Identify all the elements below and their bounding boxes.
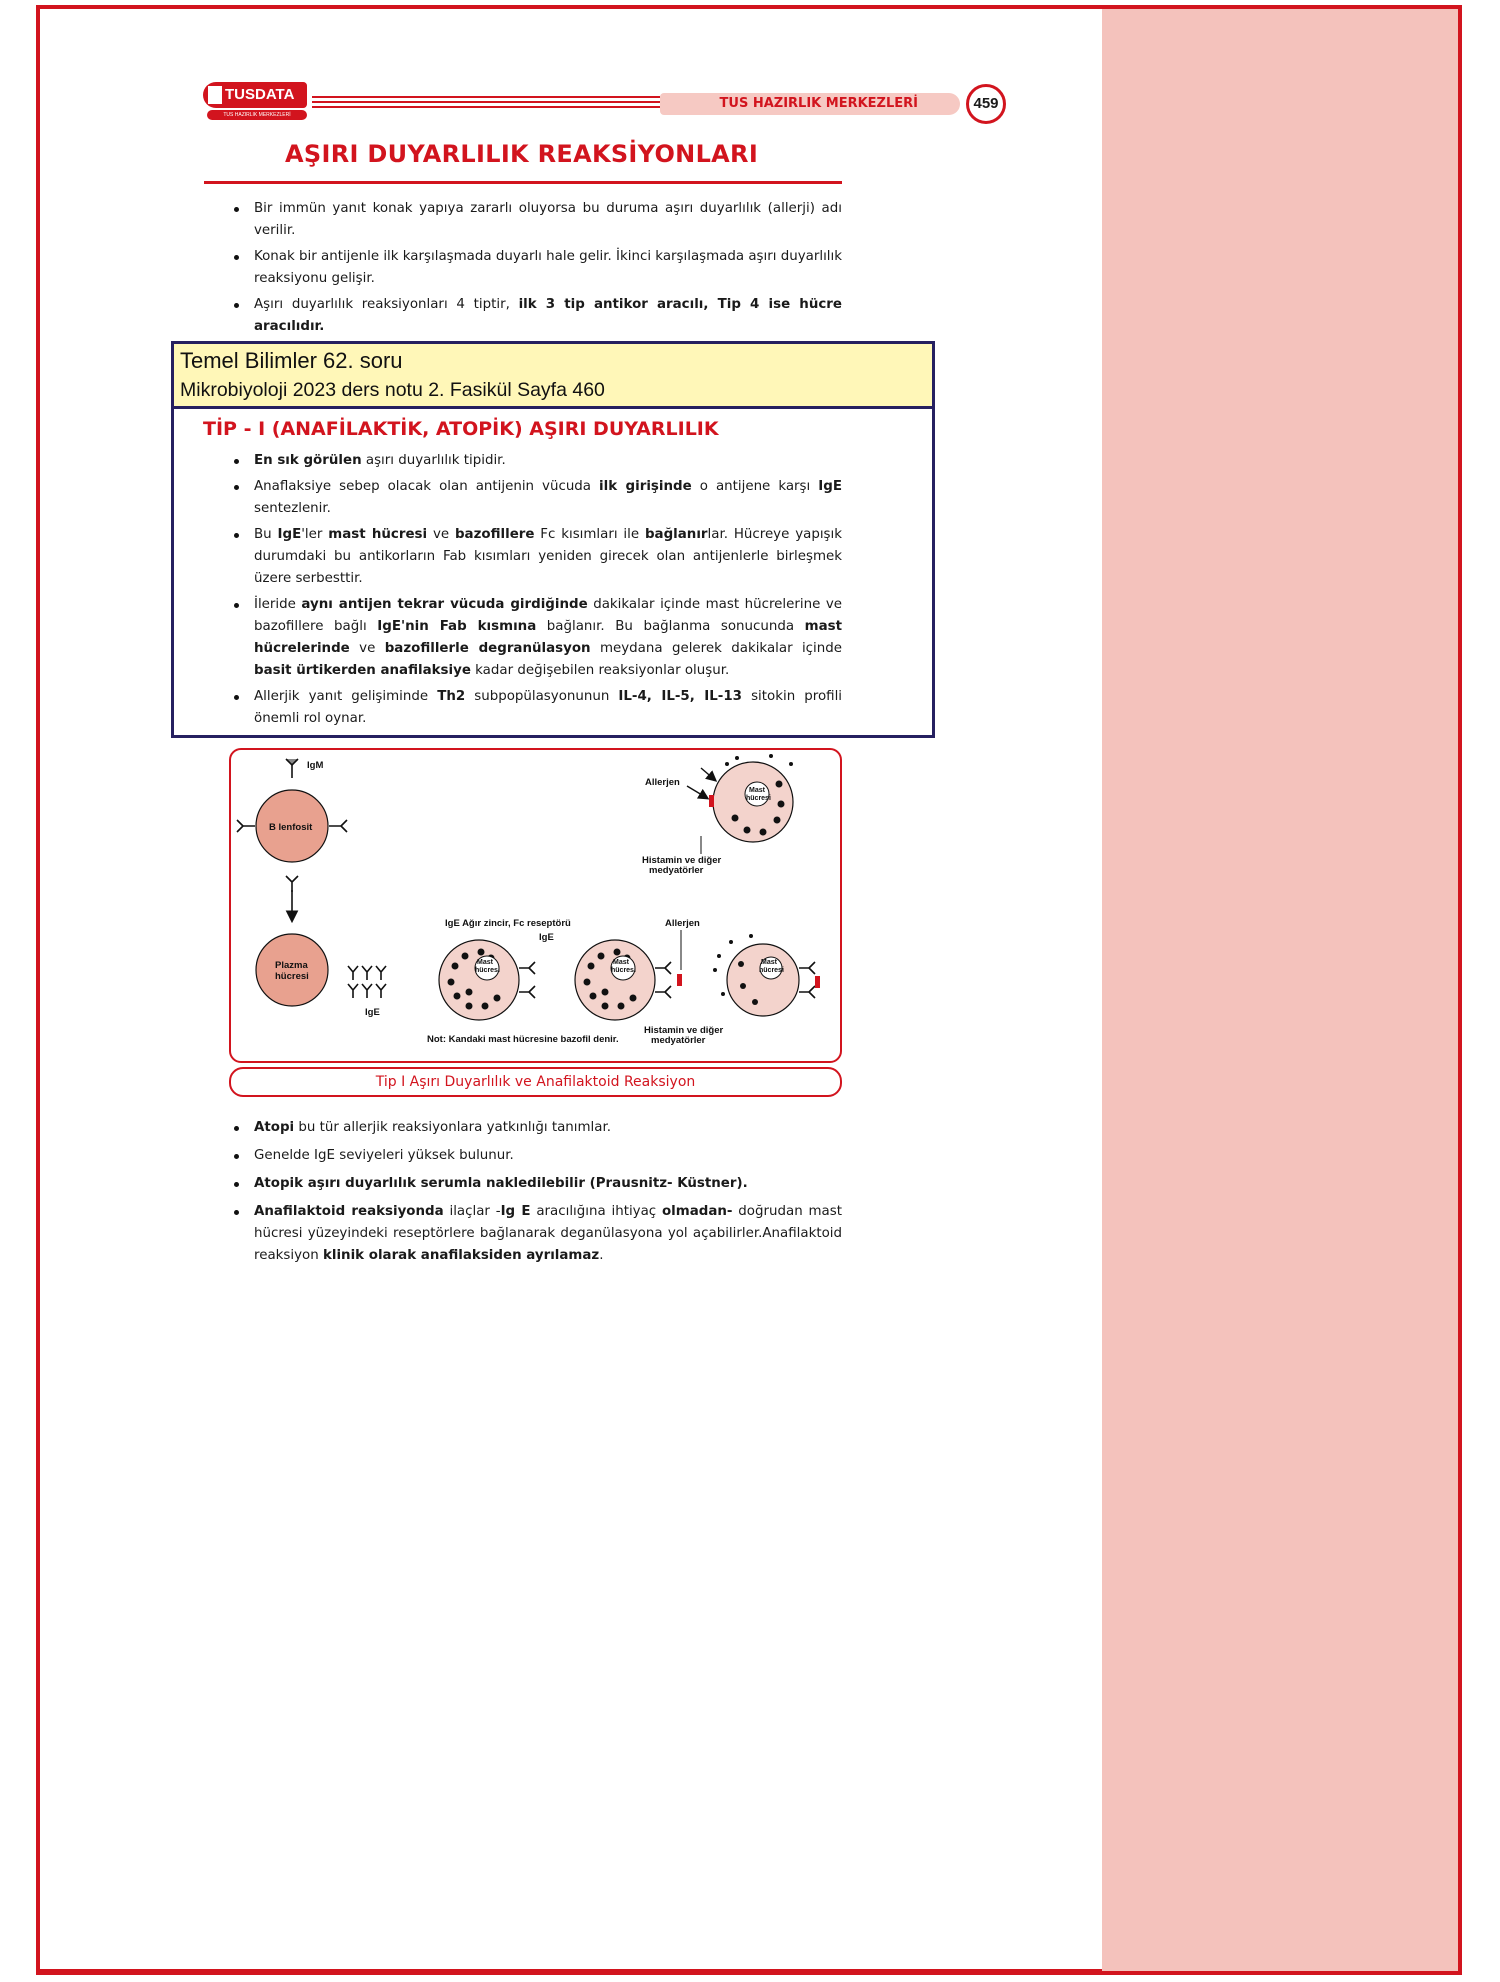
label-mast-2a: Mast [613, 959, 629, 966]
o2-text: Genelde IgE seviyeleri yüksek bulunur. [254, 1148, 514, 1163]
label-histamine-1a: Histamin ve diğer [642, 855, 722, 866]
b4-bold1: aynı antijen tekrar vücuda girdiğinde [301, 597, 588, 612]
o3-bold: Atopik aşırı duyarlılık serumla nakledilebilir (Prausnitz- Küstner). [254, 1176, 748, 1191]
label-note: Not: Kandaki mast hücresine bazofil denir. [427, 1034, 619, 1045]
label-ige-small: IgE [539, 932, 554, 943]
b3-text: Bu [254, 527, 278, 542]
b1-text: aşırı duyarlılık tipidir. [361, 453, 506, 468]
intro-list [229, 198, 842, 338]
b4-mid3: ve [349, 641, 385, 656]
label-plasma-2: hücresi [275, 971, 309, 982]
b4-mid1: dakikalar içinde mast hücrelerine ve bazofillere bağlı [254, 597, 843, 634]
b3-bold2: mast hücresi [328, 527, 428, 542]
o4-bold2: Ig E [500, 1204, 531, 1219]
label-histamine-2b: medyatörler [651, 1035, 706, 1046]
tip1-list [229, 450, 842, 730]
page-title: AŞIRI DUYARLILIK REAKSİYONLARI [285, 140, 759, 168]
b4-bold5: basit ürtikerden anafilaksiye [254, 663, 471, 678]
b5-text: Allerjik yanıt gelişiminde [254, 689, 438, 704]
header-band: TUS HAZIRLIK MERKEZLERİ [660, 93, 960, 115]
b3-bold3: bazofillere [454, 527, 535, 542]
intro-text-1: Bir immün yanıt konak yapıya zararlı oluyorsa bu duruma aşırı duyarlılık (allerji) adı verilir. [254, 201, 842, 238]
label-mast-3a: Mast [761, 959, 777, 966]
list-item [229, 294, 842, 338]
b3-mid3: Fc kısımları ile [534, 527, 645, 542]
o4-mid1: ilaçlar - [443, 1204, 501, 1219]
label-allergen-2: Allerjen [665, 918, 700, 929]
b4-bold2: IgE'nin Fab kısmına [377, 619, 537, 634]
mast-cell-2 [575, 940, 682, 1020]
b5-mid1: subpopülasyonunun [465, 689, 619, 704]
label-mast-3b: hücresi [759, 967, 784, 974]
b2-bold2: IgE [818, 479, 842, 494]
label-mast-top-a: Mast [749, 787, 765, 794]
b4-post: kadar değişebilen reaksiyonlar oluşur. [470, 663, 730, 678]
intro-text-2: Konak bir antijenle ilk karşılaşmada duyarlı hale gelir. İkinci karşılaşmada aşırı duyarlılık reaksiyonu gelişir. [254, 249, 842, 286]
list-item [229, 246, 842, 290]
header-rules [312, 96, 660, 110]
logo-subtitle: TUS HAZIRLIK MERKEZLERİ [207, 110, 307, 120]
note-box [171, 341, 935, 409]
list-item [229, 1201, 842, 1267]
list-item [229, 450, 842, 472]
outro-list [229, 1117, 842, 1267]
title-rule [204, 181, 842, 184]
b4-bold3: mast hücrelerinde [254, 619, 842, 656]
label-mast-2b: hücresi [611, 967, 636, 974]
label-mast-top-b: hücresi [746, 795, 771, 802]
list-item [229, 1173, 842, 1195]
list-item [229, 524, 842, 590]
label-ige: IgE [365, 1007, 380, 1018]
b4-mid2: bağlanır. Bu bağlanma sonucunda [536, 619, 805, 634]
label-histamine-2a: Histamin ve diğer [644, 1025, 724, 1036]
b2-text: Anaflaksiye sebep olacak olan antijenin vücuda [254, 479, 600, 494]
label-ige-chain: IgE Ağır zincir, Fc reseptörü [445, 918, 571, 929]
note-line-1: Temel Bilimler 62. soru [180, 348, 403, 373]
b3-post: lar. Hücreye yapışık durumdaki bu antikorların Fab kısımları yeniden girecek olan antijenlerle birleşmek üzere serbesttir. [254, 527, 842, 586]
o4-post: . [599, 1248, 604, 1263]
free-ige-group [348, 966, 386, 998]
b5-post: sitokin profili önemli rol oynar. [254, 689, 843, 726]
list-item [229, 198, 842, 242]
label-plasma-1: Plazma [275, 960, 308, 971]
note-line-2: Mikrobiyoloji 2023 ders notu 2. Fasikül Sayfa 460 [180, 379, 605, 401]
list-item [229, 1145, 842, 1167]
page-number: 459 [966, 84, 1006, 124]
b4-mid4: meydana gelerek dakikalar içinde [590, 641, 842, 656]
intro-bold-3: ilk 3 tip antikor aracılı, Tip 4 ise hücre aracılıdır. [254, 297, 842, 334]
intro-text-3: Aşırı duyarlılık reaksiyonları 4 tiptir, [254, 297, 519, 312]
type1-figure [229, 748, 842, 1063]
list-item [229, 476, 842, 520]
list-item [229, 1117, 842, 1139]
b3-bold1: IgE [277, 527, 302, 542]
label-mast-1a: Mast [477, 959, 493, 966]
b2-bold: ilk girişinde [599, 479, 692, 494]
label-histamine-1b: medyatörler [649, 865, 704, 876]
list-item [229, 686, 842, 730]
mast-cell-3 [713, 934, 820, 1016]
b3-mid1: 'ler [301, 527, 329, 542]
o4-mid3: doğrudan mast hücresi yüzeyindeki reseptörlere bağlanarak deganülasyona yol açabilirler.Anafilaktoid reaksiyon [254, 1204, 842, 1263]
tusdata-logo [203, 82, 309, 122]
mast-cell-1 [439, 940, 535, 1020]
b5-bold1: Th2 [437, 689, 466, 704]
figure-caption: Tip I Aşırı Duyarlılık ve Anafilaktoid Reaksiyon [229, 1067, 842, 1097]
b3-mid2: ve [427, 527, 455, 542]
figure-diagram [231, 750, 840, 1061]
b5-bold2: IL-4, IL-5, IL-13 [618, 689, 743, 704]
label-allergen-top: Allerjen [645, 777, 680, 788]
logo-t-icon [208, 86, 222, 104]
b2-mid: o antijene karşı [691, 479, 819, 494]
b1-bold: En sık görülen [254, 453, 362, 468]
o4-mid2: aracılığına ihtiyaç [530, 1204, 662, 1219]
b3-bold4: bağlanır [644, 527, 708, 542]
b2-post: sentezlenir. [254, 501, 331, 516]
label-b-cell: B lenfosit [269, 822, 313, 833]
label-igm: IgM [307, 760, 324, 771]
b4-text: İleride [254, 597, 302, 612]
b4-bold4: bazofillerle degranülasyon [384, 641, 591, 656]
o4-bold3: olmadan- [661, 1204, 733, 1219]
o1-text: bu tür allerjik reaksiyonlara yatkınlığı tanımlar. [294, 1120, 612, 1135]
right-margin-panel [1102, 9, 1458, 1971]
list-item [229, 594, 842, 682]
o1-bold: Atopi [254, 1120, 295, 1135]
label-mast-1b: hücresi [475, 967, 500, 974]
o4-bold4: klinik olarak anafilaksiden ayrılamaz [322, 1248, 600, 1263]
section-title-tip1: TİP - I (ANAFİLAKTİK, ATOPİK) AŞIRI DUYARLILIK [203, 418, 719, 440]
logo-text: TUSDATA [203, 82, 307, 108]
o4-bold1: Anafilaktoid reaksiyonda [254, 1204, 444, 1219]
